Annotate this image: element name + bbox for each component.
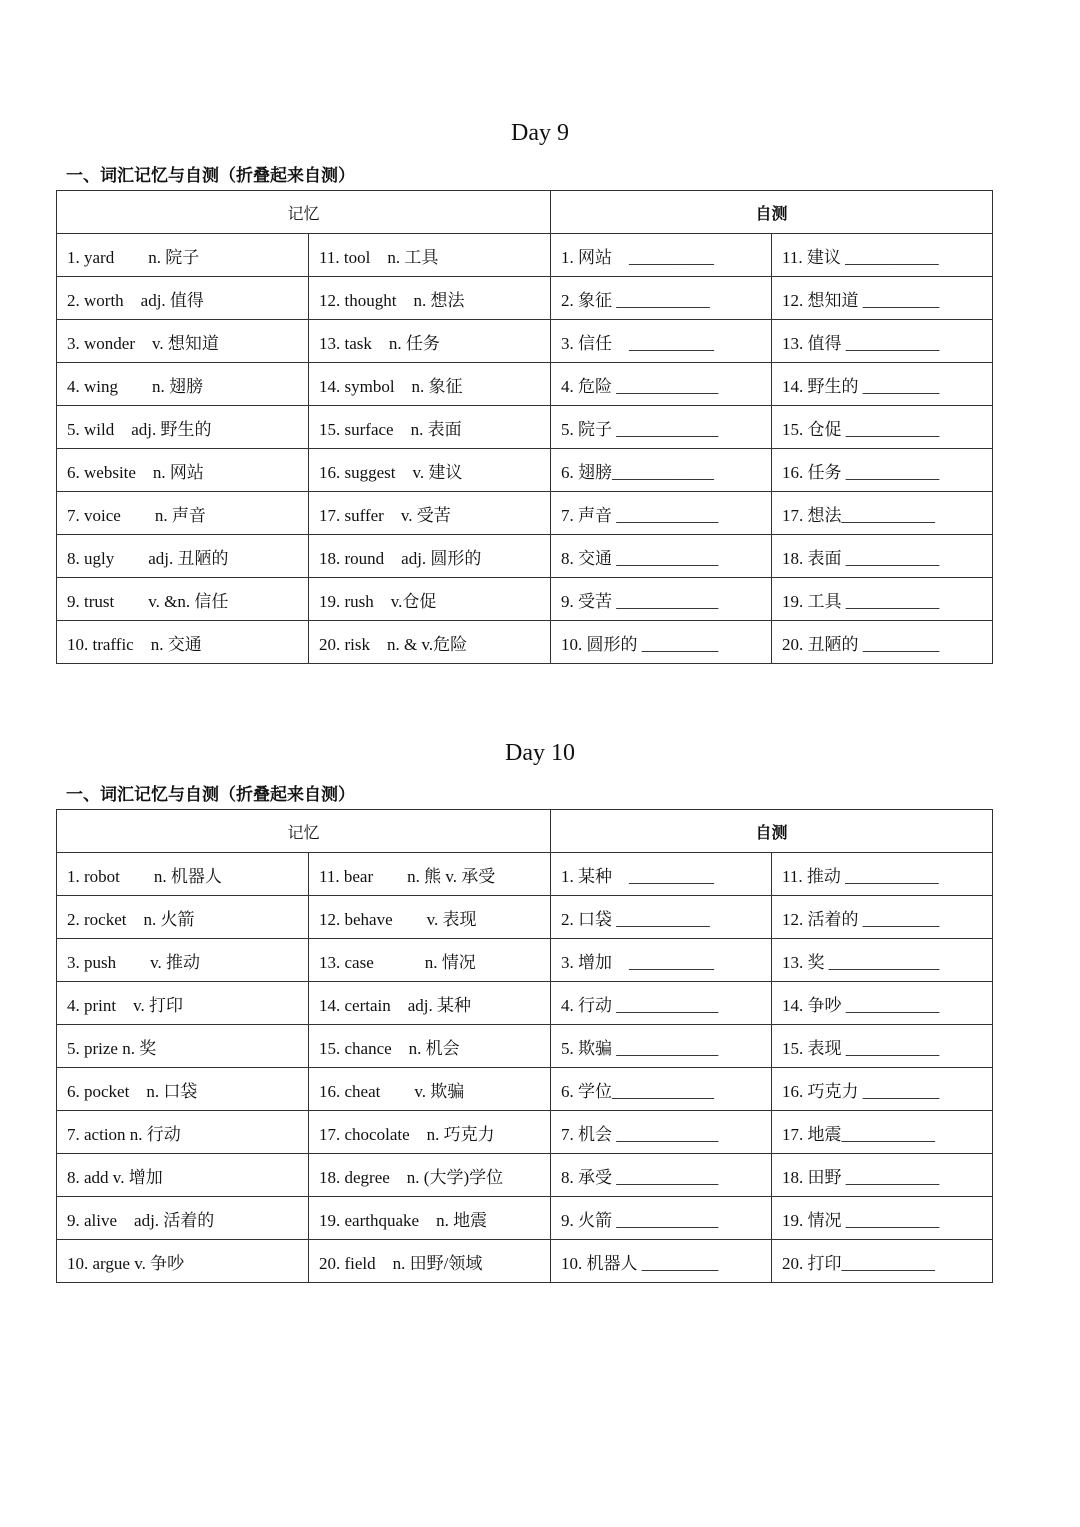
table-row xyxy=(57,363,993,406)
self-test-cell: 1. 某种 __________ xyxy=(551,853,772,896)
memory-word-cell: 4. wing n. 翅膀 xyxy=(57,363,309,406)
memory-word-cell: 20. risk n. & v.危险 xyxy=(309,621,551,664)
self-test-cell: 16. 巧克力 _________ xyxy=(772,1068,993,1111)
memory-word-cell: 6. pocket n. 口袋 xyxy=(57,1068,309,1111)
memory-word-cell: 16. suggest v. 建议 xyxy=(309,449,551,492)
memory-word-cell: 10. argue v. 争吵 xyxy=(57,1240,309,1283)
memory-word-cell: 18. round adj. 圆形的 xyxy=(309,535,551,578)
table-row xyxy=(57,982,993,1025)
self-test-cell: 10. 机器人 _________ xyxy=(551,1240,772,1283)
self-test-cell: 4. 行动 ____________ xyxy=(551,982,772,1025)
table-row xyxy=(57,1068,993,1111)
self-test-cell: 13. 奖 _____________ xyxy=(772,939,993,982)
self-test-cell: 11. 推动 ___________ xyxy=(772,853,993,896)
table-row xyxy=(57,277,993,320)
self-test-cell: 19. 情况 ___________ xyxy=(772,1197,993,1240)
self-test-cell: 19. 工具 ___________ xyxy=(772,578,993,621)
self-test-cell: 3. 增加 __________ xyxy=(551,939,772,982)
day9-title: Day 9 xyxy=(511,120,569,146)
memory-word-cell: 9. alive adj. 活着的 xyxy=(57,1197,309,1240)
self-test-header: 自测 xyxy=(551,810,993,853)
memory-word-cell: 17. chocolate n. 巧克力 xyxy=(309,1111,551,1154)
memory-word-cell: 13. task n. 任务 xyxy=(309,320,551,363)
memory-word-cell: 5. wild adj. 野生的 xyxy=(57,406,309,449)
self-test-cell: 20. 打印___________ xyxy=(772,1240,993,1283)
memory-word-cell: 20. field n. 田野/领域 xyxy=(309,1240,551,1283)
self-test-cell: 5. 院子 ____________ xyxy=(551,406,772,449)
self-test-cell: 17. 想法___________ xyxy=(772,492,993,535)
self-test-cell: 4. 危险 ____________ xyxy=(551,363,772,406)
memory-word-cell: 16. cheat v. 欺骗 xyxy=(309,1068,551,1111)
table-row xyxy=(57,1197,993,1240)
self-test-cell: 9. 受苦 ____________ xyxy=(551,578,772,621)
memory-word-cell: 8. add v. 增加 xyxy=(57,1154,309,1197)
table-row xyxy=(57,449,993,492)
memory-header: 记忆 xyxy=(57,191,551,234)
self-test-header: 自测 xyxy=(551,191,993,234)
self-test-cell: 15. 表现 ___________ xyxy=(772,1025,993,1068)
table-row xyxy=(57,1025,993,1068)
day9-header-row xyxy=(57,191,993,234)
self-test-cell: 18. 表面 ___________ xyxy=(772,535,993,578)
table-row xyxy=(57,578,993,621)
memory-word-cell: 12. thought n. 想法 xyxy=(309,277,551,320)
self-test-cell: 5. 欺骗 ____________ xyxy=(551,1025,772,1068)
self-test-cell: 16. 任务 ___________ xyxy=(772,449,993,492)
memory-header: 记忆 xyxy=(57,810,551,853)
self-test-cell: 9. 火箭 ____________ xyxy=(551,1197,772,1240)
memory-word-cell: 18. degree n. (大学)学位 xyxy=(309,1154,551,1197)
self-test-cell: 8. 交通 ____________ xyxy=(551,535,772,578)
self-test-cell: 10. 圆形的 _________ xyxy=(551,621,772,664)
table-row xyxy=(57,535,993,578)
table-row xyxy=(57,1111,993,1154)
memory-word-cell: 11. tool n. 工具 xyxy=(309,234,551,277)
self-test-cell: 1. 网站 __________ xyxy=(551,234,772,277)
table-row xyxy=(57,621,993,664)
self-test-cell: 2. 口袋 ___________ xyxy=(551,896,772,939)
table-row xyxy=(57,896,993,939)
memory-word-cell: 15. chance n. 机会 xyxy=(309,1025,551,1068)
memory-word-cell: 3. wonder v. 想知道 xyxy=(57,320,309,363)
self-test-cell: 14. 野生的 _________ xyxy=(772,363,993,406)
memory-word-cell: 8. ugly adj. 丑陋的 xyxy=(57,535,309,578)
table-row xyxy=(57,939,993,982)
memory-word-cell: 2. worth adj. 值得 xyxy=(57,277,309,320)
memory-word-cell: 1. robot n. 机器人 xyxy=(57,853,309,896)
memory-word-cell: 15. surface n. 表面 xyxy=(309,406,551,449)
memory-word-cell: 11. bear n. 熊 v. 承受 xyxy=(309,853,551,896)
memory-word-cell: 12. behave v. 表现 xyxy=(309,896,551,939)
memory-word-cell: 14. symbol n. 象征 xyxy=(309,363,551,406)
memory-word-cell: 19. rush v.仓促 xyxy=(309,578,551,621)
self-test-cell: 2. 象征 ___________ xyxy=(551,277,772,320)
table-row xyxy=(57,492,993,535)
self-test-cell: 14. 争吵 ___________ xyxy=(772,982,993,1025)
self-test-cell: 6. 翅膀____________ xyxy=(551,449,772,492)
table-row xyxy=(57,406,993,449)
day9-vocab-table xyxy=(56,190,993,664)
self-test-cell: 11. 建议 ___________ xyxy=(772,234,993,277)
memory-word-cell: 10. traffic n. 交通 xyxy=(57,621,309,664)
self-test-cell: 8. 承受 ____________ xyxy=(551,1154,772,1197)
memory-word-cell: 6. website n. 网站 xyxy=(57,449,309,492)
memory-word-cell: 5. prize n. 奖 xyxy=(57,1025,309,1068)
memory-word-cell: 4. print v. 打印 xyxy=(57,982,309,1025)
self-test-cell: 13. 值得 ___________ xyxy=(772,320,993,363)
self-test-cell: 7. 机会 ____________ xyxy=(551,1111,772,1154)
memory-word-cell: 9. trust v. &n. 信任 xyxy=(57,578,309,621)
day10-header-row xyxy=(57,810,993,853)
day10-section-title: 一、词汇记忆与自测（折叠起来自测） xyxy=(66,785,355,805)
memory-word-cell: 17. suffer v. 受苦 xyxy=(309,492,551,535)
memory-word-cell: 1. yard n. 院子 xyxy=(57,234,309,277)
self-test-cell: 6. 学位____________ xyxy=(551,1068,772,1111)
self-test-cell: 12. 想知道 _________ xyxy=(772,277,993,320)
memory-word-cell: 3. push v. 推动 xyxy=(57,939,309,982)
memory-word-cell: 14. certain adj. 某种 xyxy=(309,982,551,1025)
day10-vocab-table xyxy=(56,809,993,1283)
table-row xyxy=(57,1240,993,1283)
self-test-cell: 17. 地震___________ xyxy=(772,1111,993,1154)
self-test-cell: 20. 丑陋的 _________ xyxy=(772,621,993,664)
memory-word-cell: 2. rocket n. 火箭 xyxy=(57,896,309,939)
day10-title: Day 10 xyxy=(505,740,575,766)
table-row xyxy=(57,1154,993,1197)
memory-word-cell: 7. voice n. 声音 xyxy=(57,492,309,535)
self-test-cell: 18. 田野 ___________ xyxy=(772,1154,993,1197)
memory-word-cell: 13. case n. 情况 xyxy=(309,939,551,982)
memory-word-cell: 19. earthquake n. 地震 xyxy=(309,1197,551,1240)
table-row xyxy=(57,320,993,363)
table-row xyxy=(57,234,993,277)
day9-section-title: 一、词汇记忆与自测（折叠起来自测） xyxy=(66,166,355,186)
memory-word-cell: 7. action n. 行动 xyxy=(57,1111,309,1154)
table-row xyxy=(57,853,993,896)
self-test-cell: 15. 仓促 ___________ xyxy=(772,406,993,449)
self-test-cell: 3. 信任 __________ xyxy=(551,320,772,363)
self-test-cell: 7. 声音 ____________ xyxy=(551,492,772,535)
self-test-cell: 12. 活着的 _________ xyxy=(772,896,993,939)
